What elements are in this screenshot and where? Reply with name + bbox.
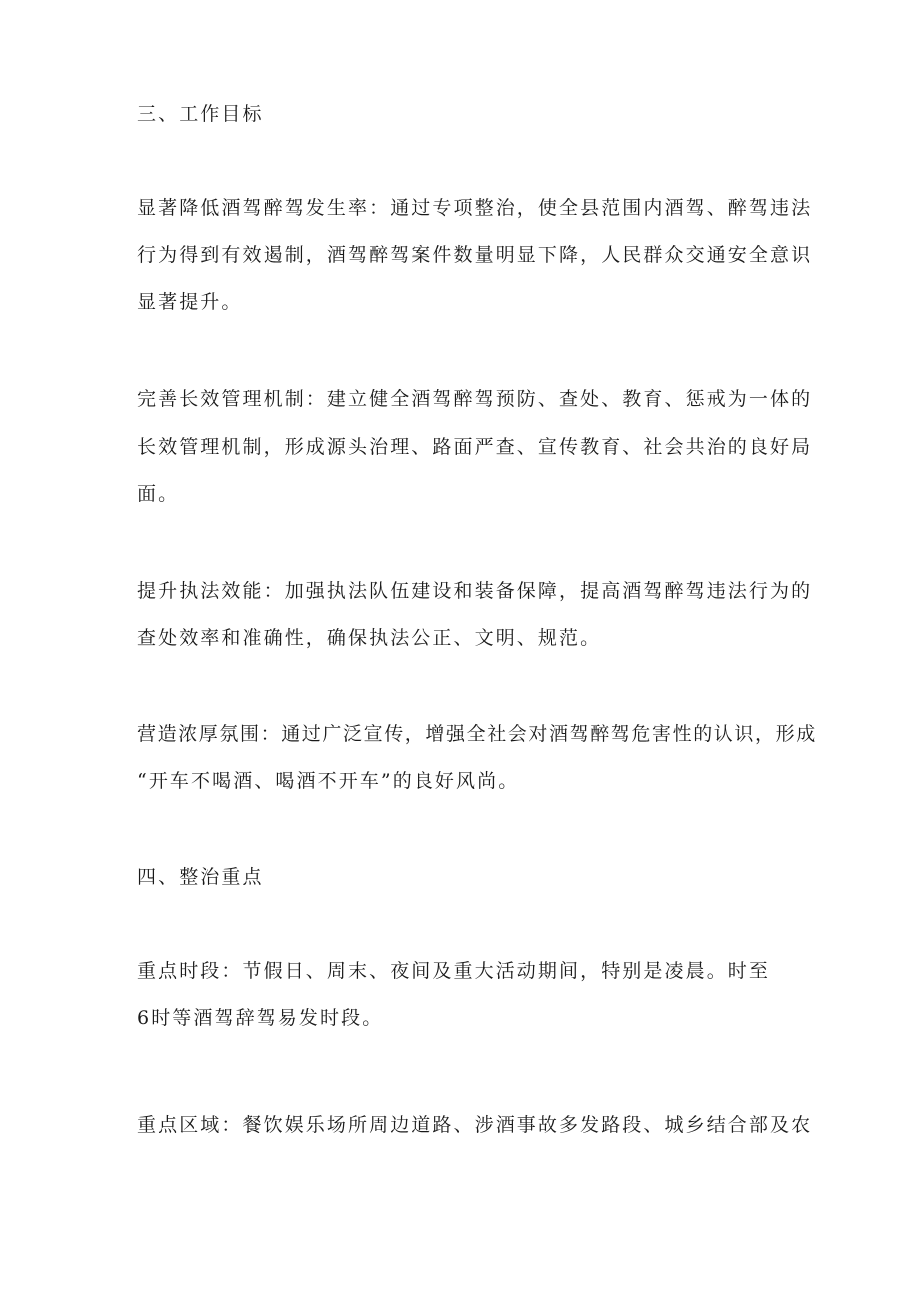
paragraph-line: 提升执法效能：加强执法队伍建设和装备保障，提高酒驾醉驾违法行为的 — [137, 580, 813, 602]
paragraph-line: 查处效率和准确性，确保执法公正、文明、规范。 — [137, 627, 602, 649]
paragraph-line: 行为得到有效遏制，酒驾醉驾案件数量明显下降，人民群众交通安全意识 — [137, 244, 813, 266]
paragraph-line: “开车不喝酒、喝酒不开车”的良好风尚。 — [137, 770, 520, 792]
paragraph-line: 营造浓厚氛围：通过广泛宣传，增强全社会对酒驾醉驾危害性的认识，形成 — [137, 723, 817, 745]
paragraph-line: 6时等酒驾辞驾易发时段。 — [137, 1007, 384, 1029]
paragraph-line: 显著提升。 — [137, 291, 243, 313]
paragraph-line: 显著降低酒驾醉驾发生率：通过专项整治，使全县范围内酒驾、醉驾违法 — [137, 197, 813, 219]
section-heading-focus: 四、整治重点 — [137, 866, 264, 888]
paragraph-line: 重点区域：餐饮娱乐场所周边道路、涉酒事故多发路段、城乡结合部及农 — [137, 1114, 813, 1136]
paragraph-line: 长效管理机制，形成源头治理、路面严查、宣传教育、社会共治的良好局 — [137, 436, 813, 458]
paragraph-line: 重点时段：节假日、周末、夜间及重大活动期间，特别是凌晨。时至 — [137, 960, 771, 982]
section-heading-goals: 三、工作目标 — [137, 103, 264, 125]
paragraph-line: 完善长效管理机制：建立健全酒驾醉驾预防、查处、教育、惩戒为一体的 — [137, 388, 813, 410]
paragraph-line: 面。 — [137, 483, 180, 505]
